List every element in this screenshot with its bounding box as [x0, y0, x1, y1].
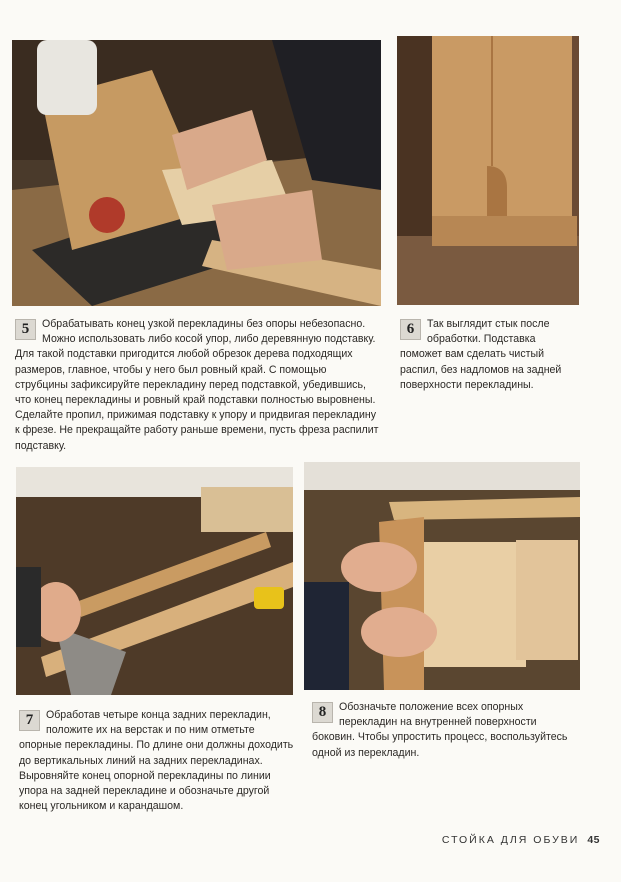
caption-step-5 [15, 317, 381, 454]
step-number-badge: 6 [400, 319, 421, 340]
photo-step-8 [304, 462, 580, 690]
caption-step-7 [19, 708, 299, 814]
step-number-badge: 5 [15, 319, 36, 340]
step-number-badge: 7 [19, 710, 40, 731]
photo-step-6 [397, 36, 579, 305]
photo-step-7 [16, 467, 293, 695]
section-title: СТОЙКА ДЛЯ ОБУВИ [441, 834, 580, 846]
caption-step-6 [400, 317, 580, 393]
step-number-badge: 8 [312, 702, 333, 723]
step-text: Обозначьте положение всех опорных перекладин на внутренней поверхности боковин. Чтобы упростить процесс, воспользуйтесь одной из перекладин. [312, 701, 568, 759]
step-text: Обрабатывать конец узкой перекладины без опоры небезопасно. Можно использовать либо косой упор, либо деревянную подставку. Для такой подставки пригодится любой обрезок дерева подходящих размеров, главное, чтобы у него был ровный край. С помощью струбцины зафиксируйте перекладину перед подставкой, убедившись, что конец перекладины и ровный край подставки полностью выровнены. Сделайте пропил, прижимая подставку к упору и придвигая перекладину к фрезе. Не прекращайте работу раньше времени, пусть фреза распилит подставку. [15, 318, 379, 452]
caption-step-8 [312, 700, 582, 761]
step-text: Так выглядит стык после обработки. Подставка поможет вам сделать чистый распил, без надломов на задней поверхности перекладины. [400, 318, 562, 391]
step-text: Обработав четыре конца задних перекладин, положите их на верстак и по ним отметьте опорные перекладины. По длине они должны доходить до вертикальных линий на задних перекладинах. Выровняйте конец опорной перекладины по линии упора на задней перекладине и обозначьте другой конец угольником и карандашом. [19, 709, 294, 813]
page-number: 45 [587, 834, 600, 846]
page-footer [400, 834, 600, 846]
photo-step-5 [12, 40, 381, 306]
